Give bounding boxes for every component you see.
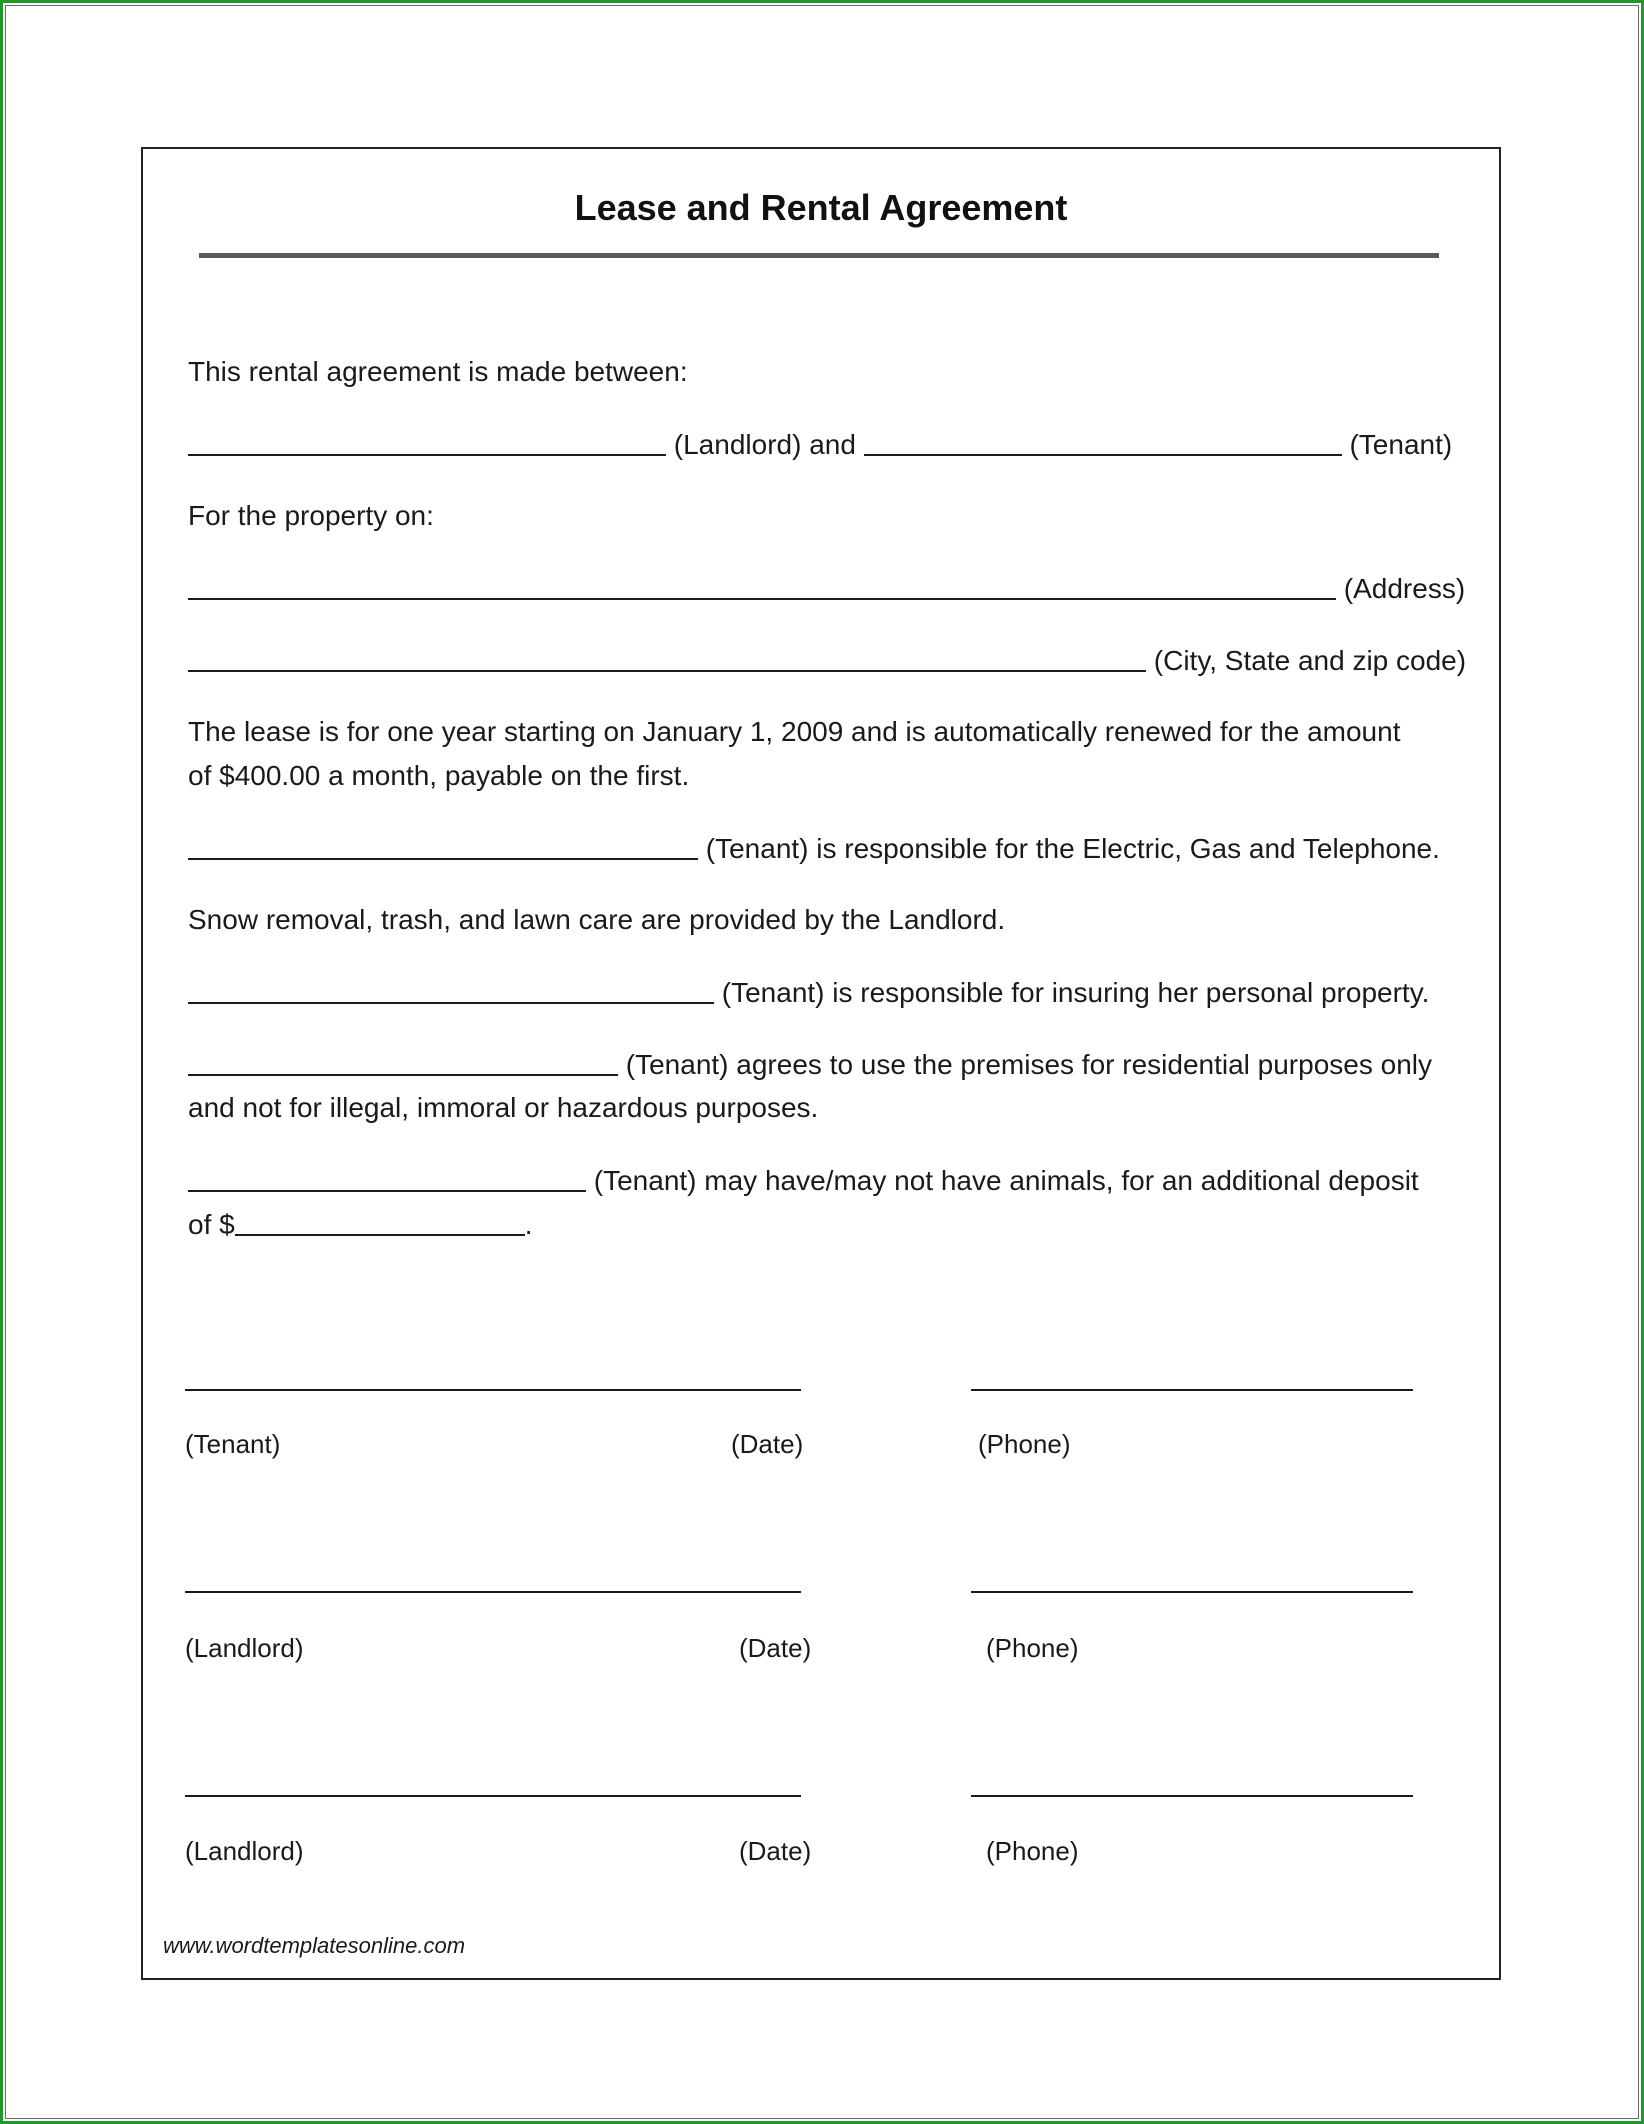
use-line-2: and not for illegal, immoral or hazardous purposes. [188, 1092, 819, 1123]
services-text: Snow removal, trash, and lawn care are provided by the Landlord. [188, 904, 1006, 935]
utilities-text: (Tenant) is responsible for the Electric, Gas and Telephone. [705, 833, 1440, 864]
landlord-phone-line-2[interactable] [971, 1795, 1413, 1797]
tenant-suffix: (Tenant) [1349, 429, 1453, 460]
landlord-phone-line-1[interactable] [971, 1591, 1413, 1593]
city-label: (City, State and zip code) [1153, 645, 1467, 676]
deposit-amount-field[interactable] [235, 1202, 525, 1236]
tenant-date-label: (Date) [731, 1429, 804, 1459]
property-intro: For the property on: [188, 500, 434, 531]
intro-text: This rental agreement is made between: [188, 356, 688, 387]
landlord-suffix: (Landlord) and [673, 429, 856, 460]
animals-line-1 [188, 1158, 1419, 1203]
insurance-tenant-field[interactable] [188, 970, 714, 1004]
use-text: (Tenant) agrees to use the premises for residential purposes only [625, 1049, 1432, 1080]
tenant-phone-line[interactable] [971, 1389, 1413, 1391]
address-label: (Address) [1343, 573, 1466, 604]
utilities-line [188, 826, 1440, 871]
landlord-phone-label-2: (Phone) [986, 1836, 1079, 1866]
utilities-tenant-field[interactable] [188, 826, 698, 860]
footer-url: www.wordtemplatesonline.com [163, 1933, 466, 1958]
tenant-signature-line[interactable] [185, 1389, 801, 1391]
parties-line [188, 422, 1452, 467]
animals-text: (Tenant) may have/may not have animals, for an additional deposit [593, 1165, 1419, 1196]
landlord-signature-line-1[interactable] [185, 1591, 801, 1593]
use-line-1 [188, 1042, 1432, 1087]
landlord-signature-line-2[interactable] [185, 1795, 801, 1797]
city-state-zip-field[interactable] [188, 638, 1146, 672]
address-line [188, 566, 1465, 611]
use-tenant-field[interactable] [188, 1042, 618, 1076]
landlord-name-field[interactable] [188, 422, 666, 456]
lease-terms-line-2: of $400.00 a month, payable on the first. [188, 760, 690, 791]
lease-terms-line-1: The lease is for one year starting on January 1, 2009 and is automatically renewed for the amount [188, 716, 1401, 747]
deposit-suffix: . [524, 1209, 533, 1240]
insurance-text: (Tenant) is responsible for insuring her personal property. [721, 977, 1430, 1008]
landlord-signature-label-2: (Landlord) [185, 1836, 304, 1866]
animals-line-2 [188, 1202, 532, 1247]
deposit-prefix: of $ [188, 1209, 235, 1240]
tenant-phone-label: (Phone) [978, 1429, 1071, 1459]
landlord-signature-label-1: (Landlord) [185, 1633, 304, 1663]
landlord-phone-label-1: (Phone) [986, 1633, 1079, 1663]
tenant-name-field[interactable] [864, 422, 1342, 456]
title-divider [199, 253, 1439, 258]
insurance-line [188, 970, 1429, 1015]
landlord-date-label-2: (Date) [739, 1836, 812, 1866]
landlord-date-label-1: (Date) [739, 1633, 812, 1663]
city-line [188, 638, 1466, 683]
address-field[interactable] [188, 566, 1336, 600]
animals-tenant-field[interactable] [188, 1158, 586, 1192]
tenant-signature-label: (Tenant) [185, 1429, 281, 1459]
agreement-page [141, 147, 1501, 1980]
document-title: Lease and Rental Agreement [574, 187, 1068, 228]
